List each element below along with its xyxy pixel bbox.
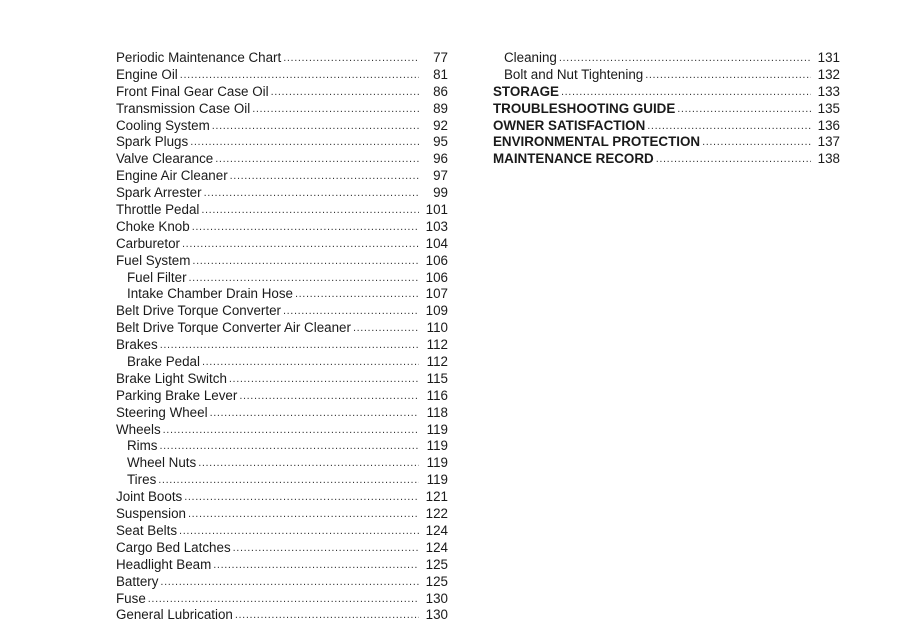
toc-entry-page-number: 89 [433, 100, 448, 116]
toc-entry-page-number: 112 [426, 337, 448, 353]
toc-entry-brakes[interactable] [116, 337, 448, 354]
dot-leader [647, 118, 811, 135]
dot-leader [201, 202, 419, 219]
toc-entry-page-number: 77 [433, 50, 448, 65]
toc-entry-belt-drive-torque-converter-air-cleaner[interactable] [116, 320, 448, 337]
toc-entry-page-number: 124 [425, 522, 448, 538]
toc-entry-page-number: 133 [817, 83, 840, 99]
toc-entry-page-number: 119 [426, 472, 448, 488]
toc-entry-parking-brake-lever[interactable] [116, 388, 448, 405]
toc-entry-carburetor[interactable] [116, 236, 448, 253]
toc-entry-spark-arrester[interactable] [116, 185, 448, 202]
dot-leader [192, 219, 419, 236]
dot-leader [230, 168, 419, 185]
toc-entry-label: Engine Air Cleaner [116, 168, 228, 184]
toc-entry-seat-belts[interactable] [116, 523, 448, 540]
toc-entry-joint-boots[interactable] [116, 489, 448, 506]
dot-leader [233, 540, 419, 557]
dot-leader [239, 388, 419, 405]
toc-entry-page-number: 97 [433, 168, 448, 184]
toc-entry-page-number: 101 [425, 202, 448, 218]
toc-entry-page-number: 96 [433, 151, 448, 167]
toc-entry-label: Brake Light Switch [116, 370, 227, 386]
dot-leader [188, 506, 419, 523]
toc-entry-label: OWNER SATISFACTION [493, 117, 646, 133]
toc-entry-page-number: 104 [425, 235, 448, 251]
toc-entry-page-number: 121 [425, 489, 448, 505]
toc-entry-label: Wheels [116, 421, 161, 437]
toc-entry-valve-clearance[interactable] [116, 151, 448, 168]
toc-entry-label: Belt Drive Torque Converter Air Cleaner [116, 320, 351, 336]
toc-entry-label: Brakes [116, 337, 158, 353]
toc-entry-maintenance-record[interactable] [493, 151, 840, 168]
toc-entry-page-number: 115 [426, 370, 448, 386]
toc-entry-fuel-filter[interactable] [116, 270, 448, 287]
toc-entry-label: STORAGE [493, 83, 559, 99]
toc-entry-cooling-system[interactable] [116, 118, 448, 135]
dot-leader [160, 438, 420, 455]
toc-entry-troubleshooting-guide[interactable] [493, 101, 840, 118]
dot-leader [163, 422, 419, 439]
toc-entry-label: Joint Boots [116, 489, 183, 505]
toc-entry-label: Periodic Maintenance Chart [116, 50, 282, 65]
dot-leader [215, 151, 419, 168]
toc-entry-page-number: 122 [425, 506, 448, 522]
toc-entry-page-number: 92 [433, 117, 448, 133]
toc-entry-suspension[interactable] [116, 506, 448, 523]
toc-entry-label: General Lubrication [116, 607, 233, 623]
toc-entry-page-number: 131 [817, 50, 840, 65]
toc-entry-label: Valve Clearance [116, 151, 214, 167]
toc-entry-label: Cooling System [116, 117, 210, 133]
toc-entry-page-number: 107 [425, 286, 448, 302]
toc-entry-label: Belt Drive Torque Converter [116, 303, 281, 319]
toc-entry-storage[interactable] [493, 84, 840, 101]
toc-entry-label: Suspension [116, 506, 186, 522]
toc-entry-engine-air-cleaner[interactable] [116, 168, 448, 185]
toc-entry-label: Seat Belts [116, 522, 178, 538]
toc-entry-label: Bolt and Nut Tightening [504, 66, 644, 82]
toc-entry-page-number: 86 [433, 83, 448, 99]
dot-leader [559, 50, 811, 67]
toc-entry-label: Spark Arrester [116, 185, 202, 201]
dot-leader [283, 303, 419, 320]
toc-entry-page-number: 132 [817, 66, 840, 82]
toc-entry-throttle-pedal[interactable] [116, 202, 448, 219]
toc-entry-page-number: 138 [817, 151, 840, 167]
toc-entry-page-number: 99 [433, 185, 448, 201]
toc-entry-label: Fuel Filter [127, 269, 187, 285]
toc-entry-page-number: 125 [425, 556, 448, 572]
toc-entry-label: Cargo Bed Latches [116, 539, 231, 555]
dot-leader [645, 67, 811, 84]
toc-entry-steering-wheel[interactable] [116, 405, 448, 422]
toc-entry-engine-oil[interactable] [116, 67, 448, 84]
toc-entry-label: Engine Oil [116, 66, 178, 82]
dot-leader [283, 50, 419, 67]
dot-leader [160, 337, 419, 354]
toc-entry-label: Front Final Gear Case Oil [116, 83, 269, 99]
toc-entry-label: Transmission Case Oil [116, 100, 251, 116]
toc-entry-page-number: 81 [433, 66, 448, 82]
toc-entry-page-number: 124 [425, 539, 448, 555]
toc-entry-environmental-protection[interactable] [493, 134, 840, 151]
dot-leader [202, 354, 419, 371]
toc-entry-label: Parking Brake Lever [116, 387, 238, 403]
toc-entry-wheel-nuts[interactable] [116, 455, 448, 472]
toc-entry-label: Fuel System [116, 252, 191, 268]
dot-leader [229, 371, 419, 388]
toc-entry-label: Throttle Pedal [116, 202, 200, 218]
dot-leader [212, 118, 419, 135]
toc-entry-periodic-maintenance-chart[interactable] [116, 50, 448, 67]
dot-leader [189, 270, 419, 287]
toc-entry-page-number: 106 [425, 252, 448, 268]
dot-leader [198, 455, 419, 472]
toc-entry-page-number: 119 [426, 421, 448, 437]
toc-entry-label: Choke Knob [116, 218, 190, 234]
toc-entry-label: Wheel Nuts [127, 455, 197, 471]
toc-entry-transmission-case-oil[interactable] [116, 101, 448, 118]
dot-leader [561, 84, 811, 101]
toc-entry-page-number: 112 [426, 354, 448, 370]
toc-entry-page-number: 109 [425, 303, 448, 319]
toc-entry-page-number: 130 [425, 590, 448, 606]
dot-leader [204, 185, 419, 202]
toc-entry-page-number: 136 [817, 117, 840, 133]
toc-entry-battery[interactable] [116, 574, 448, 591]
toc-entry-label: Intake Chamber Drain Hose [127, 286, 293, 302]
dot-leader [656, 151, 811, 168]
toc-entry-headlight-beam[interactable] [116, 557, 448, 574]
toc-entry-brake-pedal[interactable] [116, 354, 448, 371]
dot-leader [210, 405, 419, 422]
dot-leader [190, 134, 419, 151]
toc-entry-page-number: 130 [425, 607, 448, 623]
dot-leader [677, 101, 811, 118]
toc-entry-label: Battery [116, 573, 159, 589]
toc-entry-owner-satisfaction[interactable] [493, 118, 840, 135]
toc-entry-label: Cleaning [504, 50, 557, 65]
toc-entry-label: TROUBLESHOOTING GUIDE [493, 100, 676, 116]
toc-entry-front-final-gear-case-oil[interactable] [116, 84, 448, 101]
toc-column-left [116, 50, 448, 624]
toc-entry-page-number: 110 [426, 320, 448, 336]
dot-leader [179, 523, 419, 540]
dot-leader [180, 67, 419, 84]
toc-entry-label: Carburetor [116, 235, 181, 251]
toc-entry-wheels[interactable] [116, 422, 448, 439]
toc-entry-page-number: 116 [426, 387, 448, 403]
toc-entry-label: ENVIRONMENTAL PROTECTION [493, 134, 701, 150]
toc-entry-label: Steering Wheel [116, 404, 208, 420]
toc-entry-page-number: 135 [817, 100, 840, 116]
toc-entry-label: Brake Pedal [127, 354, 200, 370]
toc-entry-page-number: 103 [425, 218, 448, 234]
toc-entry-label: Fuse [116, 590, 146, 606]
toc-entry-label: Tires [127, 472, 157, 488]
dot-leader [271, 84, 419, 101]
toc-entry-page-number: 125 [425, 573, 448, 589]
dot-leader [235, 607, 419, 624]
toc-entry-rims[interactable] [116, 438, 448, 455]
toc-entry-general-lubrication[interactable] [116, 607, 448, 624]
toc-entry-label: Headlight Beam [116, 556, 212, 572]
dot-leader [252, 101, 419, 118]
toc-entry-page-number: 137 [817, 134, 840, 150]
dot-leader [158, 472, 419, 489]
dot-leader [353, 320, 419, 337]
dot-leader [295, 286, 419, 303]
toc-entry-intake-chamber-drain-hose[interactable] [116, 286, 448, 303]
toc-entry-page-number: 95 [433, 134, 448, 150]
toc-entry-tires[interactable] [116, 472, 448, 489]
toc-entry-label: Spark Plugs [116, 134, 189, 150]
toc-entry-brake-light-switch[interactable] [116, 371, 448, 388]
toc-entry-label: Rims [127, 438, 158, 454]
dot-leader [192, 253, 419, 270]
toc-entry-bolt-and-nut-tightening[interactable] [493, 67, 840, 84]
dot-leader [148, 591, 419, 608]
toc-entry-label: MAINTENANCE RECORD [493, 151, 654, 167]
toc-entry-fuse[interactable] [116, 591, 448, 608]
toc-entry-page-number: 119 [426, 455, 448, 471]
toc-entry-choke-knob[interactable] [116, 219, 448, 236]
toc-entry-page-number: 106 [425, 269, 448, 285]
toc-entry-page-number: 119 [426, 438, 448, 454]
toc-entry-cleaning[interactable] [493, 50, 840, 67]
dot-leader [702, 134, 811, 151]
dot-leader [160, 574, 419, 591]
dot-leader [213, 557, 419, 574]
toc-entry-belt-drive-torque-converter[interactable] [116, 303, 448, 320]
dot-leader [182, 236, 419, 253]
toc-entry-cargo-bed-latches[interactable] [116, 540, 448, 557]
toc-column-right [493, 50, 840, 168]
toc-entry-page-number: 118 [426, 404, 448, 420]
toc-entry-spark-plugs[interactable] [116, 134, 448, 151]
toc-entry-fuel-system[interactable] [116, 253, 448, 270]
dot-leader [184, 489, 419, 506]
